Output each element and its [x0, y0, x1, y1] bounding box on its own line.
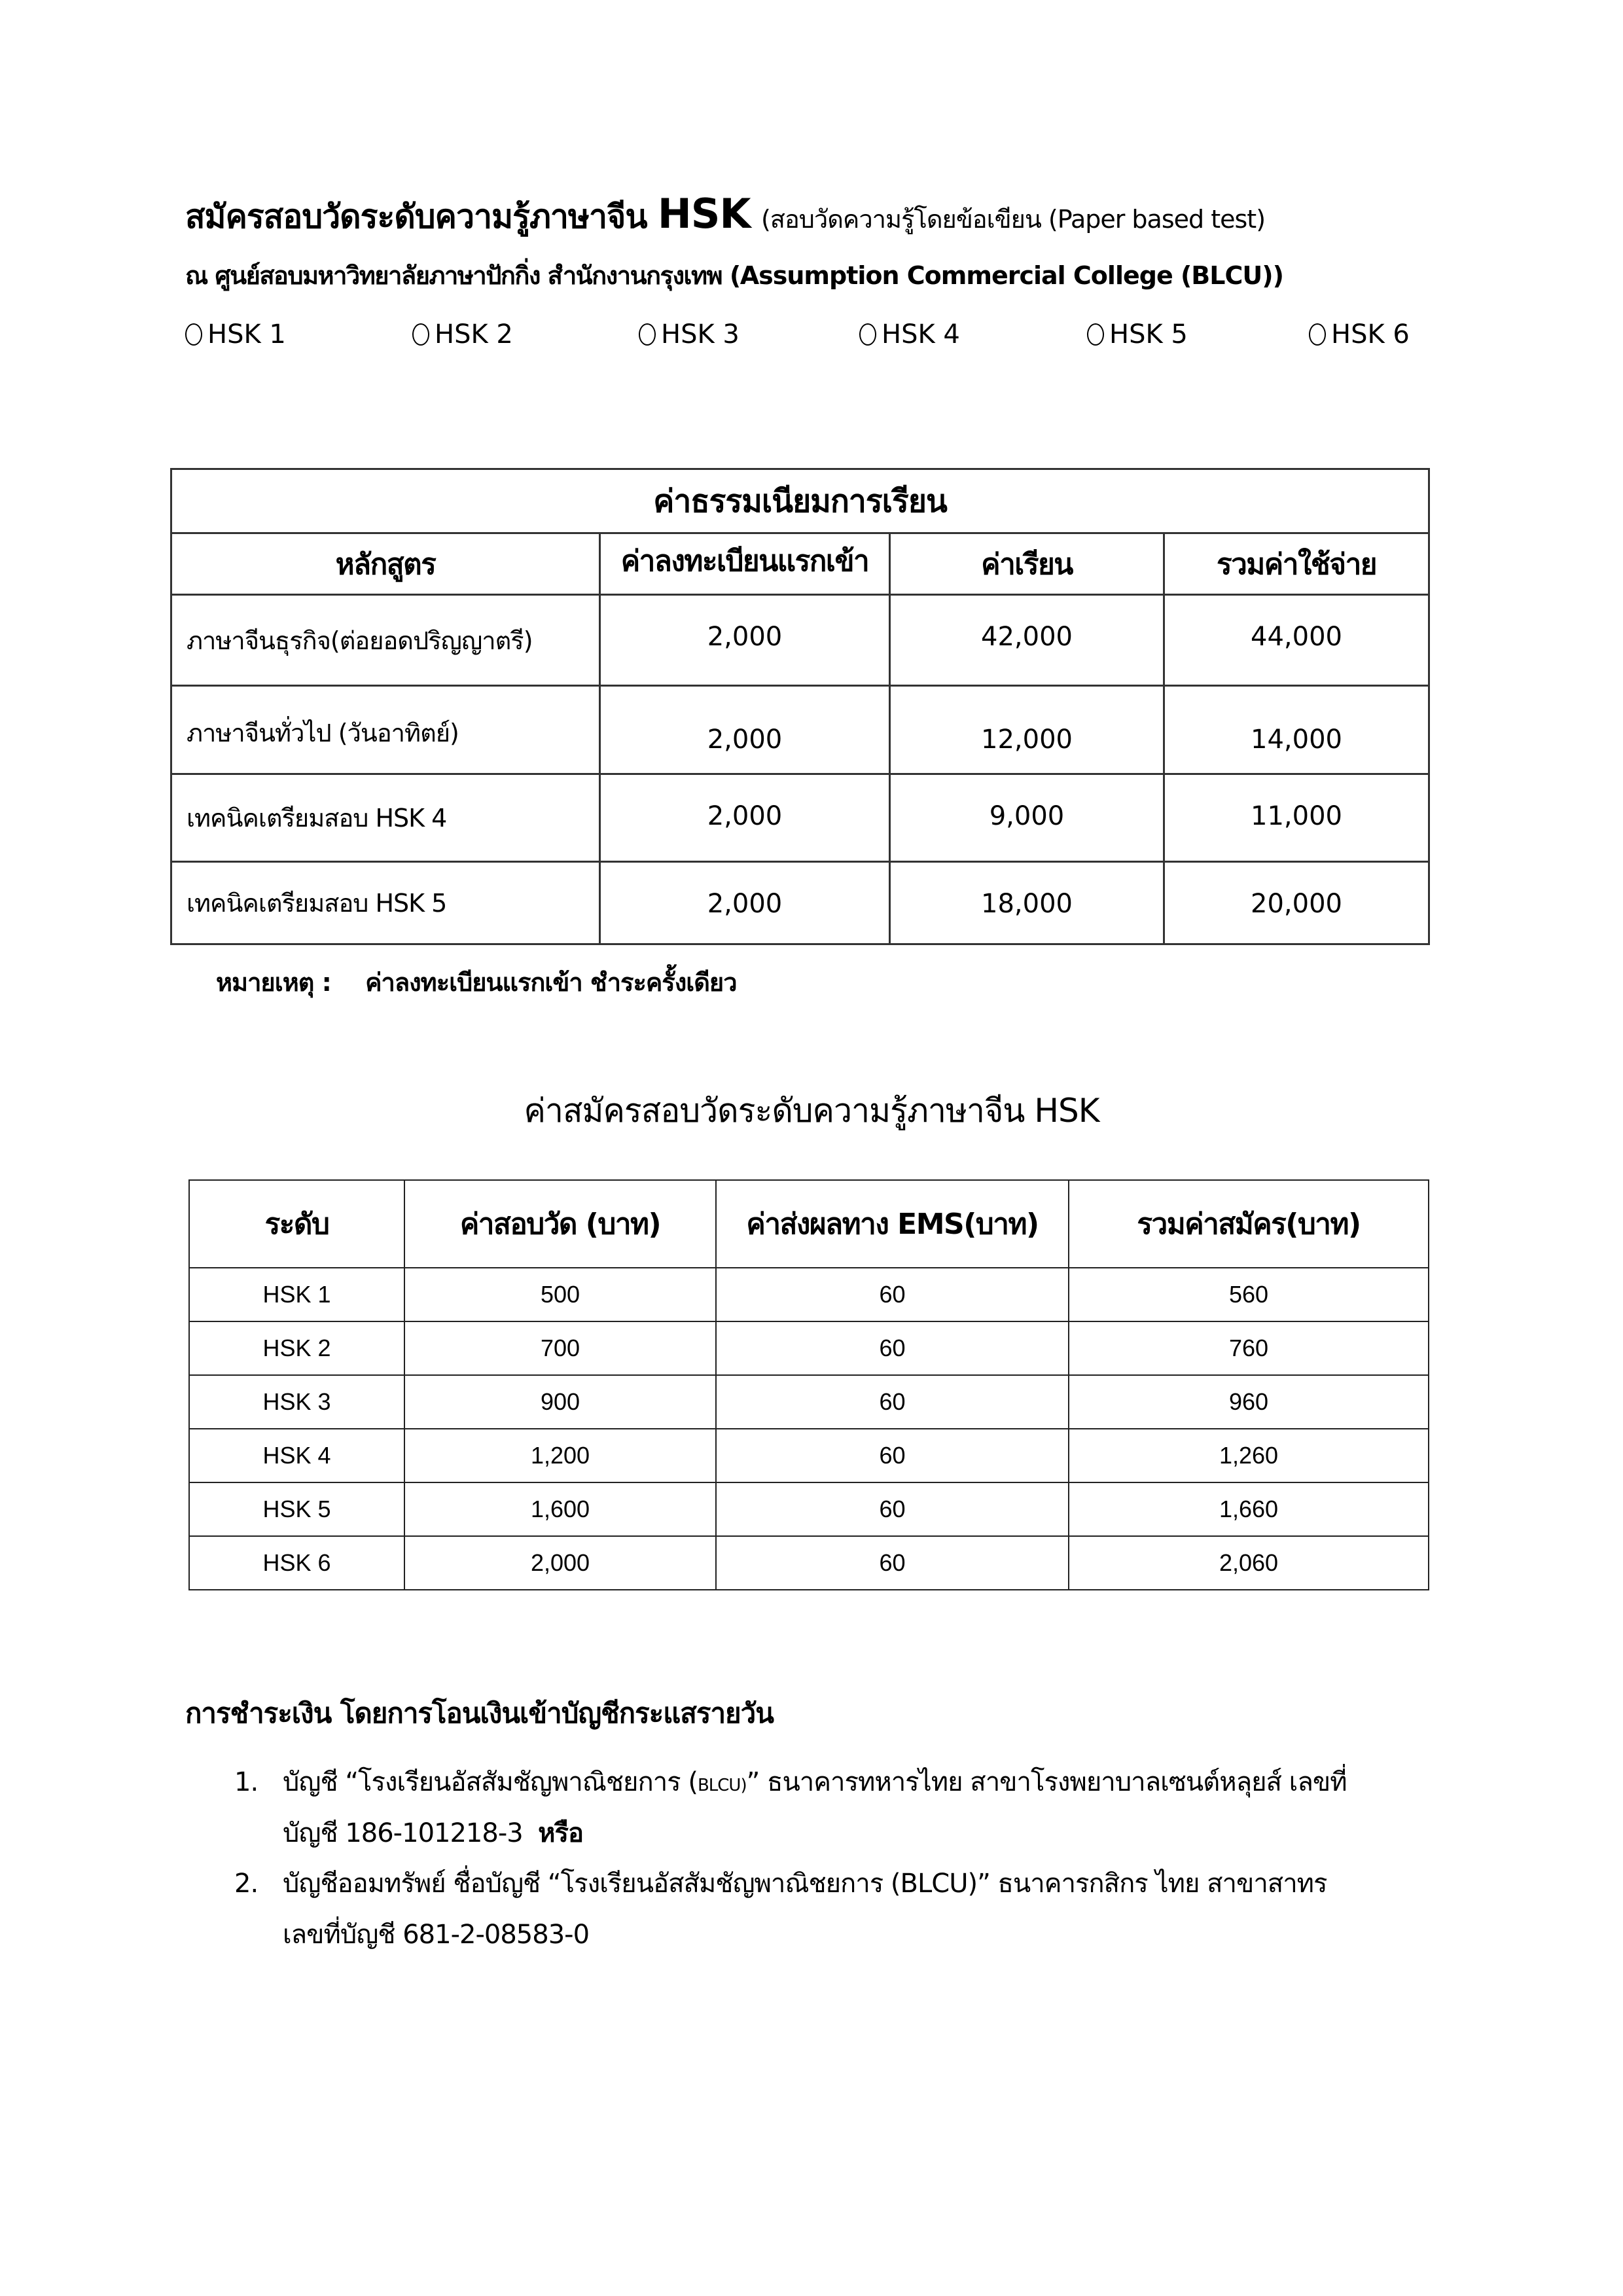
table-row — [189, 1429, 1429, 1482]
exam-fee-cell: 2,000 — [404, 1536, 716, 1590]
payment-item-1 — [234, 1761, 1347, 1803]
level-cell: HSK 1 — [189, 1268, 404, 1321]
list-number: 2. — [234, 1869, 259, 1899]
ems-fee-cell: 60 — [716, 1536, 1069, 1590]
title-subtitle: (สอบวัดความรู้โดยข้อเขียน (Paper based test) — [760, 205, 1266, 234]
header-tuition: ค่าเรียน — [890, 533, 1164, 595]
total-cost: 20,000 — [1164, 862, 1429, 944]
level-cell: HSK 4 — [189, 1429, 404, 1482]
table-row — [171, 686, 1429, 774]
venue-english: Assumption Commercial College (BLCU)) — [740, 261, 1283, 290]
level-label: HSK 4 — [882, 319, 960, 350]
or-text: หรือ — [538, 1818, 584, 1848]
table-row — [189, 1321, 1429, 1375]
payment-title: การชำระเงิน โดยการโอนเงินเข้าบัญชีกระแสรายวัน — [185, 1697, 774, 1729]
header-ems-fee: ค่าส่งผลทาง EMS(บาท) — [716, 1180, 1069, 1268]
exam-fee-cell: 1,200 — [404, 1429, 716, 1482]
table-row — [189, 1536, 1429, 1590]
level-option-hsk1[interactable] — [185, 319, 286, 350]
radio-circle-icon[interactable] — [412, 323, 429, 346]
ems-fee-cell: 60 — [716, 1321, 1069, 1375]
radio-circle-icon[interactable] — [1309, 323, 1326, 346]
level-cell: HSK 6 — [189, 1536, 404, 1590]
list-number: 1. — [234, 1767, 259, 1797]
table-row — [189, 1482, 1429, 1536]
account-1-text-b: ” ธนาคารทหารไทย สาขาโรงพยาบาลเซนต์หลุยส์ เลขที่ — [746, 1767, 1347, 1797]
total-cost: 11,000 — [1164, 774, 1429, 862]
table-row — [171, 774, 1429, 862]
total-fee-cell: 2,060 — [1069, 1536, 1429, 1590]
total-fee-cell: 560 — [1069, 1268, 1429, 1321]
header-registration: ค่าลงทะเบียนแรกเข้า — [600, 533, 890, 595]
payment-item-2 — [234, 1862, 1327, 1904]
level-option-hsk3[interactable] — [639, 319, 740, 350]
radio-circle-icon[interactable] — [1087, 323, 1104, 346]
exam-fee-cell: 900 — [404, 1375, 716, 1429]
account-1-text-small: BLCU) — [697, 1776, 747, 1795]
course-name: ภาษาจีนทั่วไป (วันอาทิตย์) — [171, 686, 600, 774]
total-fee-cell: 1,260 — [1069, 1429, 1429, 1482]
tuition-fee-table — [170, 468, 1430, 945]
exam-fee-cell: 1,600 — [404, 1482, 716, 1536]
level-label: HSK 3 — [661, 319, 740, 350]
account-1-text-a: บัญชี “โรงเรียนอัสสัมชัญพาณิชยการ ( — [283, 1767, 698, 1797]
account-2-number: เลขที่บัญชี 681-2-08583-0 — [283, 1920, 590, 1950]
tuition-fee: 12,000 — [890, 686, 1164, 774]
registration-fee: 2,000 — [600, 774, 890, 862]
header-exam-fee: ค่าสอบวัด (บาท) — [404, 1180, 716, 1268]
venue-line — [185, 255, 1283, 295]
table-row — [189, 1375, 1429, 1429]
level-cell: HSK 2 — [189, 1321, 404, 1375]
table-row — [171, 595, 1429, 686]
payment-item-1-cont — [283, 1812, 583, 1854]
level-option-hsk4[interactable] — [859, 319, 960, 350]
tuition-table-header — [171, 533, 1429, 595]
header-level: ระดับ — [189, 1180, 404, 1268]
total-fee-cell: 960 — [1069, 1375, 1429, 1429]
note-text: ค่าลงทะเบียนแรกเข้า ชำระครั้งเดียว — [365, 968, 737, 997]
header-total: รวมค่าใช้จ่าย — [1164, 533, 1429, 595]
level-label: HSK 1 — [207, 319, 286, 350]
tuition-fee: 42,000 — [890, 595, 1164, 686]
venue-thai: ณ ศูนย์สอบมหาวิทยาลัยภาษาปักกิ่ง สำนักงานกรุงเทพ ( — [185, 261, 740, 290]
total-cost: 14,000 — [1164, 686, 1429, 774]
table-row — [189, 1268, 1429, 1321]
radio-circle-icon[interactable] — [639, 323, 656, 346]
exam-fee-table — [188, 1179, 1429, 1590]
level-cell: HSK 3 — [189, 1375, 404, 1429]
total-fee-cell: 760 — [1069, 1321, 1429, 1375]
registration-fee: 2,000 — [600, 595, 890, 686]
total-fee-cell: 1,660 — [1069, 1482, 1429, 1536]
ems-fee-cell: 60 — [716, 1429, 1069, 1482]
exam-fee-cell: 700 — [404, 1321, 716, 1375]
account-1-number: บัญชี 186-101218-3 — [283, 1818, 523, 1848]
registration-fee: 2,000 — [600, 862, 890, 944]
registration-fee: 2,000 — [600, 686, 890, 774]
course-name: ภาษาจีนธุรกิจ(ต่อยอดปริญญาตรี) — [171, 595, 600, 686]
account-2-text: บัญชีออมทรัพย์ ชื่อบัญชี “โรงเรียนอัสสัมชัญพาณิชยการ (BLCU)” ธนาคารกสิกร ไทย สาขาสาทร — [283, 1869, 1327, 1899]
level-label: HSK 5 — [1109, 319, 1188, 350]
ems-fee-cell: 60 — [716, 1482, 1069, 1536]
payment-item-2-cont — [283, 1913, 589, 1955]
level-label: HSK 6 — [1331, 319, 1410, 350]
course-name: เทคนิคเตรียมสอบ HSK 4 — [171, 774, 600, 862]
level-option-hsk6[interactable] — [1309, 319, 1410, 350]
course-name: เทคนิคเตรียมสอบ HSK 5 — [171, 862, 600, 944]
total-cost: 44,000 — [1164, 595, 1429, 686]
tuition-fee: 9,000 — [890, 774, 1164, 862]
header-course: หลักสูตร — [171, 533, 600, 595]
note-label: หมายเหตุ : — [216, 968, 331, 997]
level-cell: HSK 5 — [189, 1482, 404, 1536]
title-main: สมัครสอบวัดระดับความรู้ภาษาจีน — [185, 198, 647, 236]
page-title — [185, 190, 1265, 243]
radio-circle-icon[interactable] — [859, 323, 876, 346]
table-row — [171, 862, 1429, 944]
exam-table-header — [189, 1180, 1429, 1268]
ems-fee-cell: 60 — [716, 1375, 1069, 1429]
tuition-fee: 18,000 — [890, 862, 1164, 944]
tuition-table-caption: ค่าธรรมเนียมการเรียน — [171, 469, 1429, 533]
exam-fee-title: ค่าสมัครสอบวัดระดับความรู้ภาษาจีน HSK — [524, 1092, 1099, 1130]
level-option-hsk2[interactable] — [412, 319, 513, 350]
radio-circle-icon[interactable] — [185, 323, 202, 346]
level-label: HSK 2 — [435, 319, 513, 350]
ems-fee-cell: 60 — [716, 1268, 1069, 1321]
header-total-fee: รวมค่าสมัคร(บาท) — [1069, 1180, 1429, 1268]
level-option-hsk5[interactable] — [1087, 319, 1188, 350]
level-options — [185, 319, 1429, 359]
note — [216, 962, 737, 1002]
exam-fee-cell: 500 — [404, 1268, 716, 1321]
title-hsk: HSK — [657, 190, 751, 238]
